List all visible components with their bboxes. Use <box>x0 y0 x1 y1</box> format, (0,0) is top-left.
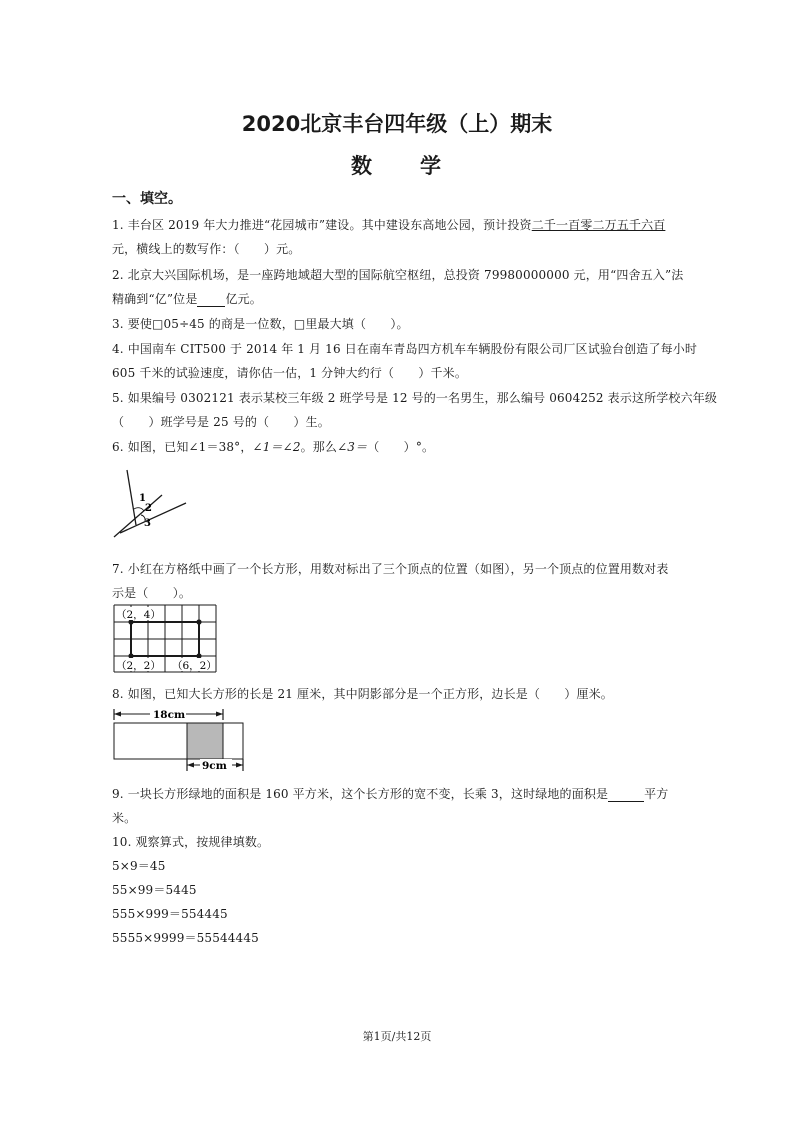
page-title: 2020北京丰台四年级（上）期末 <box>241 112 553 136</box>
q9-answer-blank[interactable] <box>608 787 644 802</box>
q9-line1: 9. 一块长方形绿地的面积是 160 平方米，这个长方形的宽不变，长乘 3，这时绿地的面积是 平方 <box>112 787 669 801</box>
q6-line: 6. 如图，已知∠1＝38°，∠1＝∠2。那么∠3＝（ ）°。 <box>112 440 435 454</box>
q1-line1: 1. 丰台区 2019 年大力推进“花园城市”建设。其中建设东高地公园，预计投资二千一百零二万五千六百 <box>112 218 666 232</box>
q7-point-2-2 <box>128 653 133 658</box>
q6-label-1: 1 <box>139 493 146 504</box>
q7-label-2-4: （2，4） <box>116 609 161 621</box>
q7-label-2-2: （2，2） <box>116 660 161 672</box>
q2-line2: 精确到“亿”位是 亿元。 <box>112 292 262 306</box>
q2-answer-blank[interactable] <box>197 292 225 307</box>
q8-rectangle-figure <box>112 705 247 773</box>
page-footer: 第1页/共12页 <box>362 1030 432 1043</box>
q10-equation-3: 555×999＝554445 <box>112 907 228 921</box>
q2-line1: 2. 北京大兴国际机场，是一座跨地域超大型的国际航空枢纽，总投资 79980000000 元，用“四舍五入”法 <box>112 268 684 282</box>
section-heading: 一、填空。 <box>112 191 182 207</box>
q7-label-6-2: （6，2） <box>172 660 217 672</box>
q7-point-unknown <box>196 619 201 624</box>
q7-point-6-2 <box>196 653 201 658</box>
q8-label-9cm: 9cm <box>202 760 227 772</box>
q4-line1: 4. 中国南车 CIT500 于 2014 年 1 月 16 日在南车青岛四方机车车辆股份有限公司厂区试验台创造了每小时 <box>112 342 698 356</box>
q10-equation-4: 5555×9999＝55544445 <box>112 931 259 945</box>
q10-equation-2: 55×99＝5445 <box>112 883 197 897</box>
q9-line2: 米。 <box>112 811 137 825</box>
q6-line-c <box>120 503 186 533</box>
q6-label-3: 3 <box>144 518 151 529</box>
q10-equation-1: 5×9＝45 <box>112 859 166 873</box>
q8-shaded-square <box>187 723 223 759</box>
q8-label-18cm: 18cm <box>153 709 186 721</box>
q7-line2: 示是（ ）。 <box>112 586 192 600</box>
q10-heading: 10. 观察算式，按规律填数。 <box>112 835 270 849</box>
q6-label-2: 2 <box>145 503 152 514</box>
q7-line1: 7. 小红在方格纸中画了一个长方形，用数对标出了三个顶点的位置（如图），另一个顶点的位置用数对表 <box>112 562 669 576</box>
subject-title: 数 学 <box>351 154 443 178</box>
q7-grid-figure <box>114 605 218 673</box>
q6-angle-figure <box>112 465 202 545</box>
q3-line: 3. 要使□05÷45 的商是一位数，□里最大填（ ）。 <box>112 317 409 331</box>
q6-arc-1 <box>134 508 144 511</box>
q8-line: 8. 如图，已知大长方形的长是 21 厘米，其中阴影部分是一个正方形，边长是（ ）厘米。 <box>112 687 613 701</box>
q5-line2: （ ）班学号是 25 号的（ ）生。 <box>112 415 330 429</box>
q6-line-a <box>127 470 136 525</box>
q6-line-b <box>114 495 162 537</box>
q4-line2: 605 千米的试验速度，请你估一估，1 分钟大约行（ ）千米。 <box>112 366 467 380</box>
q8-big-rectangle <box>114 723 243 759</box>
q1-line2: 元，横线上的数写作：（ ）元。 <box>112 242 301 256</box>
q5-line1: 5. 如果编号 0302121 表示某校三年级 2 班学号是 12 号的一名男生，那么编号 0604252 表示这所学校六年级 <box>112 391 718 405</box>
q1-underlined-number: 二千一百零二万五千六百 <box>531 218 666 232</box>
